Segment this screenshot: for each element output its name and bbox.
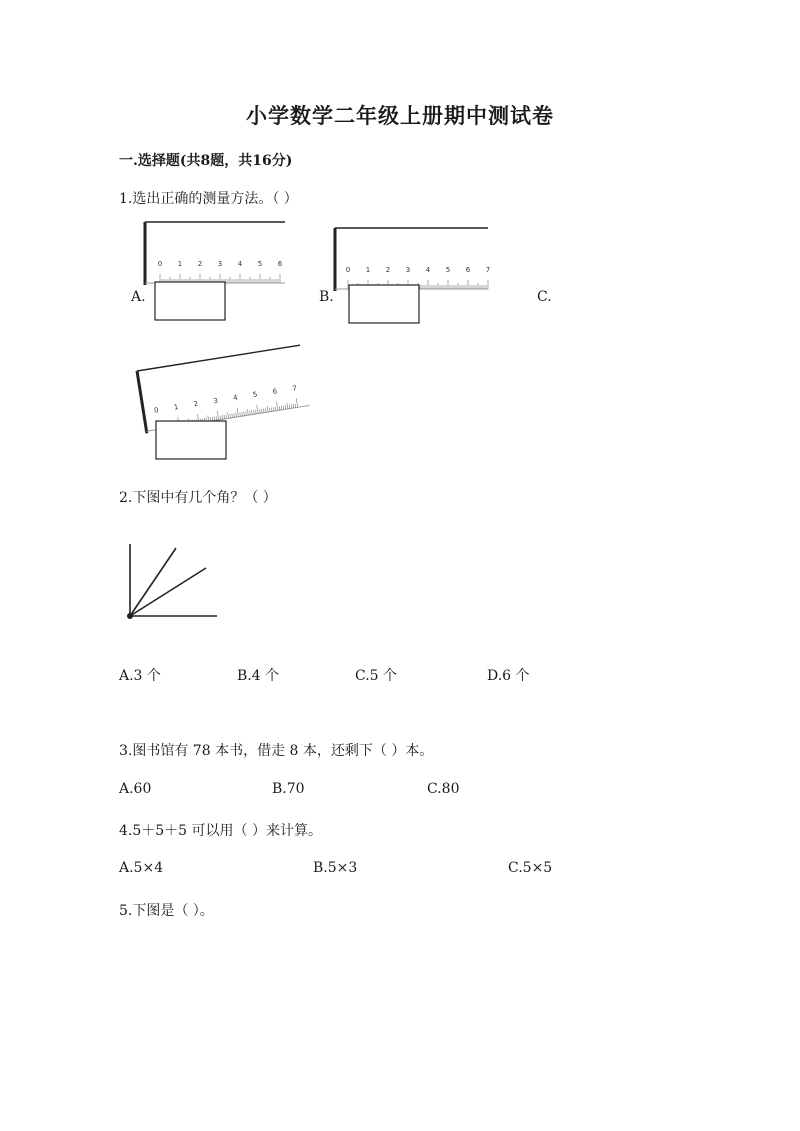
ruler-c-tick bbox=[271, 407, 272, 411]
angle-figure bbox=[124, 540, 224, 622]
ruler-c-tick bbox=[275, 407, 276, 411]
ruler-c-tick bbox=[252, 411, 253, 415]
ruler-c-tick bbox=[234, 413, 235, 417]
ruler-c-label: 6 bbox=[272, 387, 278, 396]
ruler-figure-c bbox=[133, 345, 313, 465]
ruler-c-tick bbox=[232, 414, 233, 418]
question-3-option-a[interactable]: A.60 bbox=[119, 781, 152, 797]
ruler-a-label: 6 bbox=[277, 260, 283, 268]
question-2-text: 2.下图中有几个角？（ ） bbox=[119, 490, 277, 506]
ruler-c-tick bbox=[220, 416, 221, 420]
ruler-b-label: 6 bbox=[465, 266, 471, 274]
ruler-a-label: 1 bbox=[177, 260, 183, 268]
ruler-c-tick bbox=[250, 411, 251, 415]
ruler-c-tick bbox=[281, 406, 282, 410]
ruler-c-tick bbox=[257, 405, 258, 414]
ruler-c-tick bbox=[230, 414, 231, 418]
question-1-option-c[interactable]: C. bbox=[537, 289, 552, 305]
ruler-a-label: 0 bbox=[157, 260, 163, 268]
ruler-c-tick bbox=[285, 405, 286, 409]
ruler-c-tick bbox=[247, 409, 248, 415]
ruler-a-label: 2 bbox=[197, 260, 203, 268]
measured-block-b bbox=[349, 285, 419, 323]
ruler-c-top-edge bbox=[137, 345, 300, 371]
ruler-c-tick bbox=[296, 398, 297, 407]
ruler-c-tick bbox=[228, 412, 229, 418]
ruler-c-tick bbox=[269, 408, 270, 412]
ruler-c-tick bbox=[217, 411, 218, 420]
ruler-c-tick bbox=[226, 415, 227, 419]
question-4-option-b[interactable]: B.5×3 bbox=[313, 860, 358, 876]
ruler-c-tick bbox=[283, 406, 284, 410]
ruler-c-tick bbox=[267, 406, 268, 412]
question-3-text: 3.图书馆有 78 本书，借走 8 本，还剩下（ ）本。 bbox=[119, 743, 434, 759]
ruler-c-tick bbox=[265, 408, 266, 412]
ruler-c-tick bbox=[244, 412, 245, 416]
ruler-c-tick bbox=[263, 409, 264, 413]
ruler-c-label: 2 bbox=[193, 399, 199, 409]
question-2-option-a[interactable]: A.3 个 bbox=[119, 668, 161, 684]
ruler-c-tick bbox=[246, 411, 247, 415]
section-heading-choice: 一.选择题(共8题，共16分) bbox=[119, 153, 293, 169]
ruler-b-label: 3 bbox=[405, 266, 411, 274]
ruler-c-tick bbox=[273, 407, 274, 411]
question-1-text: 1.选出正确的测量方法。（ ） bbox=[119, 191, 298, 207]
ruler-b-label: 2 bbox=[385, 266, 391, 274]
ruler-c-tick bbox=[214, 417, 215, 421]
question-1-option-a[interactable]: A. bbox=[131, 289, 146, 305]
measured-block-c bbox=[156, 421, 226, 459]
ruler-c-tick bbox=[293, 404, 294, 408]
ruler-b-label: 4 bbox=[425, 266, 431, 274]
ruler-c-tick bbox=[222, 415, 223, 419]
question-3-option-c[interactable]: C.80 bbox=[427, 781, 460, 797]
ruler-c-tick bbox=[279, 406, 280, 410]
question-5-text: 5.下图是（ ）。 bbox=[119, 903, 214, 919]
angle-ray-upper-diagonal bbox=[130, 548, 176, 616]
ruler-c-label: 1 bbox=[173, 403, 179, 412]
ruler-c-tick bbox=[240, 412, 241, 416]
question-1-option-b[interactable]: B. bbox=[319, 289, 334, 305]
question-4-option-c[interactable]: C.5×5 bbox=[508, 860, 553, 876]
ruler-c-tick bbox=[295, 404, 296, 408]
question-2-option-b[interactable]: B.4 个 bbox=[237, 668, 280, 684]
ruler-c-tick bbox=[254, 410, 255, 414]
angle-ray-lower-diagonal bbox=[130, 568, 206, 616]
question-3-option-b[interactable]: B.70 bbox=[272, 781, 305, 797]
ruler-figure-a bbox=[145, 222, 290, 327]
ruler-c-tick bbox=[261, 409, 262, 413]
ruler-c-label: 7 bbox=[291, 384, 298, 393]
ruler-c-tick bbox=[276, 402, 277, 411]
ruler-a-label: 5 bbox=[257, 260, 263, 268]
question-4-text: 4.5＋5＋5 可以用（ ）来计算。 bbox=[119, 823, 322, 839]
ruler-c-tick bbox=[237, 408, 238, 417]
ruler-c-tick bbox=[242, 412, 243, 416]
ruler-c-tick bbox=[260, 409, 261, 413]
ruler-a-label: 4 bbox=[237, 260, 243, 268]
ruler-c-left-edge bbox=[137, 371, 147, 433]
question-2-option-c[interactable]: C.5 个 bbox=[355, 668, 398, 684]
measured-block-a bbox=[155, 282, 225, 320]
ruler-b-label: 5 bbox=[445, 266, 451, 274]
question-2-option-d[interactable]: D.6 个 bbox=[487, 668, 530, 684]
ruler-c-tick bbox=[236, 413, 237, 417]
ruler-c-label: 0 bbox=[153, 406, 160, 415]
ruler-c-tick bbox=[289, 405, 290, 409]
ruler-c-tick bbox=[287, 403, 288, 409]
ruler-b-label: 7 bbox=[485, 266, 491, 274]
page-title: 小学数学二年级上册期中测试卷 bbox=[246, 103, 554, 128]
ruler-a-label: 3 bbox=[217, 260, 223, 268]
ruler-c-tick bbox=[216, 416, 217, 420]
ruler-figure-b bbox=[335, 228, 495, 328]
ruler-b-label: 0 bbox=[345, 266, 351, 274]
question-4-option-a[interactable]: A.5×4 bbox=[119, 860, 164, 876]
ruler-c-tick bbox=[256, 410, 257, 414]
angle-vertex-dot bbox=[127, 613, 133, 619]
ruler-c-tick bbox=[224, 415, 225, 419]
ruler-c-tick bbox=[212, 417, 213, 421]
ruler-c-label: 4 bbox=[232, 393, 239, 403]
ruler-c-label: 3 bbox=[212, 396, 219, 406]
ruler-c-tick bbox=[291, 404, 292, 408]
ruler-c-label: 5 bbox=[252, 390, 259, 400]
ruler-b-label: 1 bbox=[365, 266, 371, 274]
